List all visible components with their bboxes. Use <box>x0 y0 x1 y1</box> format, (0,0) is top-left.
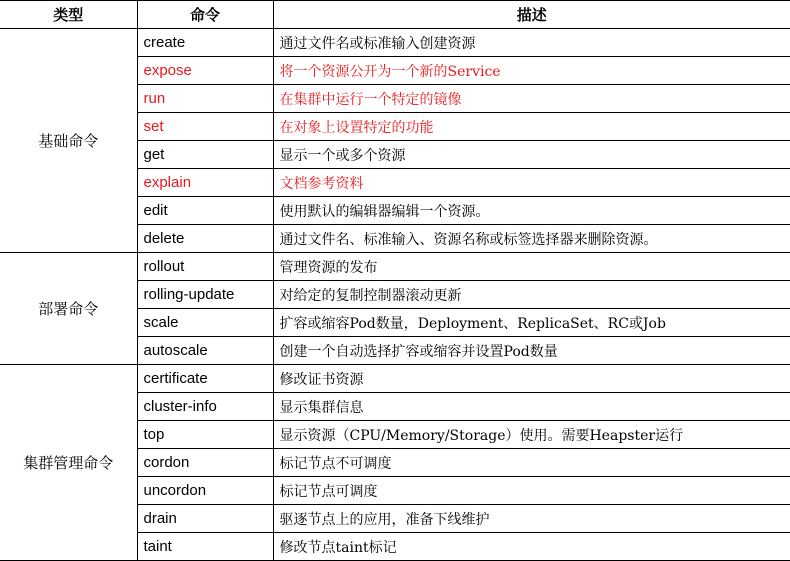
description-cell: 创建一个自动选择扩容或缩容并设置Pod数量 <box>273 337 790 365</box>
description-cell: 驱逐节点上的应用，准备下线维护 <box>273 505 790 533</box>
command-cell: drain <box>137 505 273 533</box>
command-cell: rolling-update <box>137 281 273 309</box>
description-cell: 在集群中运行一个特定的镜像 <box>273 85 790 113</box>
description-cell: 显示集群信息 <box>273 393 790 421</box>
header-type: 类型 <box>0 1 137 29</box>
command-cell: explain <box>137 169 273 197</box>
description-cell: 对给定的复制控制器滚动更新 <box>273 281 790 309</box>
command-cell: top <box>137 421 273 449</box>
description-cell: 显示一个或多个资源 <box>273 141 790 169</box>
table-row <box>0 253 790 281</box>
command-cell: run <box>137 85 273 113</box>
table-body <box>0 29 790 561</box>
header-command: 命令 <box>137 1 273 29</box>
description-cell: 标记节点不可调度 <box>273 449 790 477</box>
description-cell: 在对象上设置特定的功能 <box>273 113 790 141</box>
header-description: 描述 <box>273 1 790 29</box>
description-cell: 标记节点可调度 <box>273 477 790 505</box>
description-cell: 修改节点taint标记 <box>273 533 790 561</box>
category-cell: 基础命令 <box>0 29 137 253</box>
description-cell: 显示资源（CPU/Memory/Storage）使用。需要Heapster运行 <box>273 421 790 449</box>
command-cell: autoscale <box>137 337 273 365</box>
command-cell: get <box>137 141 273 169</box>
command-cell: create <box>137 29 273 57</box>
description-cell: 扩容或缩容Pod数量，Deployment、ReplicaSet、RC或Job <box>273 309 790 337</box>
command-cell: uncordon <box>137 477 273 505</box>
table-header-row <box>0 1 790 29</box>
command-cell: set <box>137 113 273 141</box>
command-cell: rollout <box>137 253 273 281</box>
table-row <box>0 365 790 393</box>
table-row <box>0 29 790 57</box>
command-cell: expose <box>137 57 273 85</box>
category-cell: 集群管理命令 <box>0 365 137 561</box>
description-cell: 使用默认的编辑器编辑一个资源。 <box>273 197 790 225</box>
command-cell: certificate <box>137 365 273 393</box>
category-cell: 部署命令 <box>0 253 137 365</box>
command-cell: scale <box>137 309 273 337</box>
description-cell: 通过文件名或标准输入创建资源 <box>273 29 790 57</box>
description-cell: 文档参考资料 <box>273 169 790 197</box>
command-cell: taint <box>137 533 273 561</box>
command-cell: delete <box>137 225 273 253</box>
command-cell: cordon <box>137 449 273 477</box>
description-cell: 将一个资源公开为一个新的Service <box>273 57 790 85</box>
description-cell: 管理资源的发布 <box>273 253 790 281</box>
command-cell: cluster-info <box>137 393 273 421</box>
command-cell: edit <box>137 197 273 225</box>
description-cell: 修改证书资源 <box>273 365 790 393</box>
description-cell: 通过文件名、标准输入、资源名称或标签选择器来删除资源。 <box>273 225 790 253</box>
